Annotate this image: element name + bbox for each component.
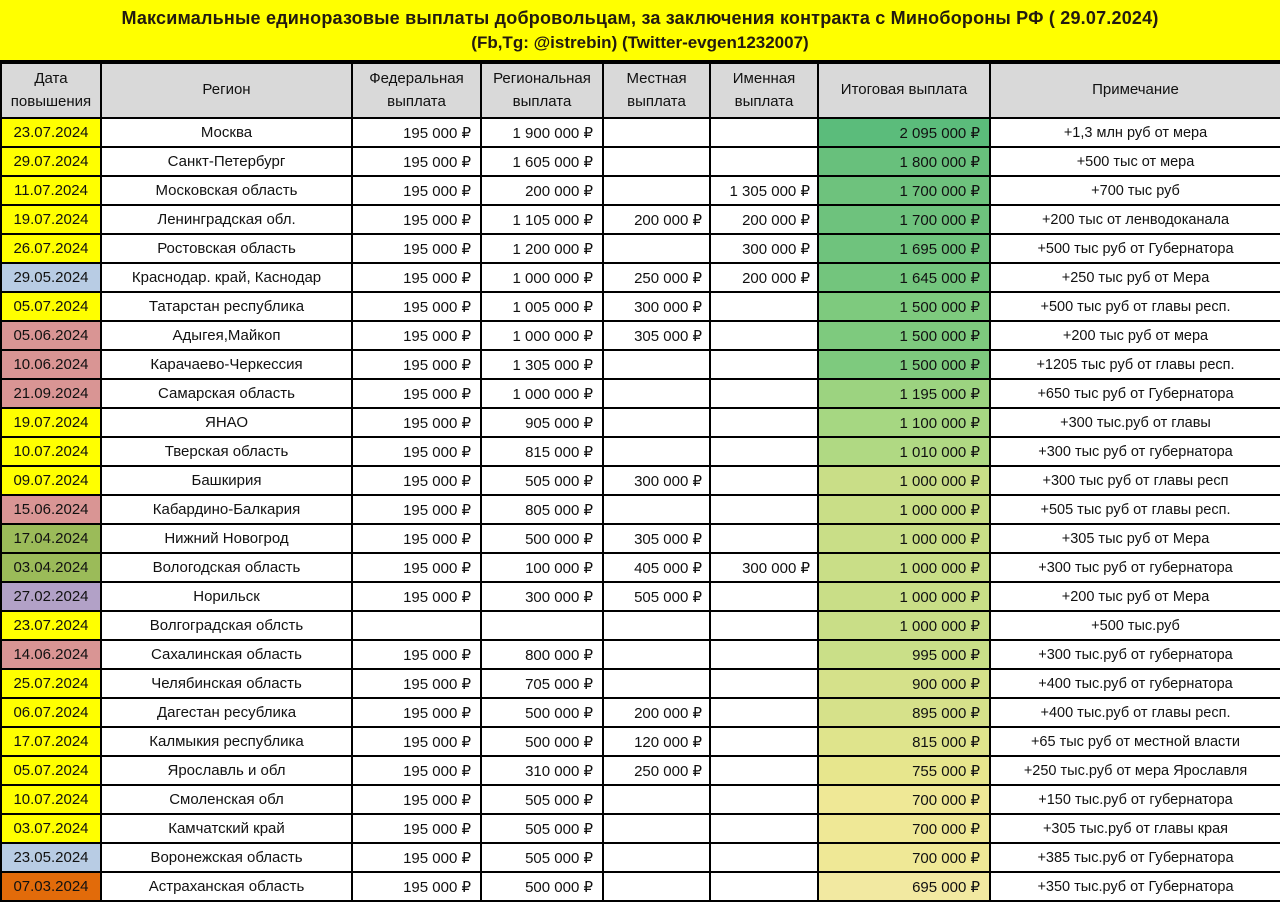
local-payment-cell: 305 000 ₽ <box>603 524 710 553</box>
table-row <box>1 466 1280 495</box>
total-payment-cell: 1 100 000 ₽ <box>818 408 990 437</box>
total-payment-cell: 1 000 000 ₽ <box>818 466 990 495</box>
region-cell: Карачаево-Черкессия <box>101 350 352 379</box>
total-payment-cell: 995 000 ₽ <box>818 640 990 669</box>
federal-payment-cell: 195 000 ₽ <box>352 640 481 669</box>
personal-payment-cell <box>710 292 818 321</box>
regional-payment-cell: 815 000 ₽ <box>481 437 603 466</box>
table-row <box>1 205 1280 234</box>
note-cell: +500 тыс от мера <box>990 147 1280 176</box>
total-payment-cell: 1 700 000 ₽ <box>818 176 990 205</box>
column-header: Регион <box>101 63 352 118</box>
region-cell: Московская область <box>101 176 352 205</box>
table-row <box>1 234 1280 263</box>
regional-payment-cell: 100 000 ₽ <box>481 553 603 582</box>
date-cell: 10.06.2024 <box>1 350 101 379</box>
federal-payment-cell: 195 000 ₽ <box>352 785 481 814</box>
date-cell: 05.06.2024 <box>1 321 101 350</box>
federal-payment-cell: 195 000 ₽ <box>352 466 481 495</box>
date-cell: 23.05.2024 <box>1 843 101 872</box>
table-row <box>1 698 1280 727</box>
regional-payment-cell: 310 000 ₽ <box>481 756 603 785</box>
regional-payment-cell: 500 000 ₽ <box>481 727 603 756</box>
note-cell: +400 тыс.руб от губернатора <box>990 669 1280 698</box>
region-cell: ЯНАО <box>101 408 352 437</box>
personal-payment-cell <box>710 379 818 408</box>
date-cell: 21.09.2024 <box>1 379 101 408</box>
note-cell: +300 тыс руб от губернатора <box>990 553 1280 582</box>
federal-payment-cell <box>352 611 481 640</box>
region-cell: Астраханская область <box>101 872 352 901</box>
total-payment-cell: 1 010 000 ₽ <box>818 437 990 466</box>
regional-payment-cell: 1 000 000 ₽ <box>481 321 603 350</box>
table-row <box>1 785 1280 814</box>
total-payment-cell: 895 000 ₽ <box>818 698 990 727</box>
local-payment-cell <box>603 843 710 872</box>
note-cell: +500 тыс.руб <box>990 611 1280 640</box>
column-header: Дата повышения <box>1 63 101 118</box>
personal-payment-cell <box>710 843 818 872</box>
personal-payment-cell: 200 000 ₽ <box>710 263 818 292</box>
personal-payment-cell <box>710 466 818 495</box>
table-row <box>1 350 1280 379</box>
total-payment-cell: 1 195 000 ₽ <box>818 379 990 408</box>
region-cell: Воронежская область <box>101 843 352 872</box>
date-cell: 07.03.2024 <box>1 872 101 901</box>
date-cell: 26.07.2024 <box>1 234 101 263</box>
local-payment-cell <box>603 437 710 466</box>
date-cell: 10.07.2024 <box>1 785 101 814</box>
payments-table <box>0 62 1280 902</box>
total-payment-cell: 1 000 000 ₽ <box>818 553 990 582</box>
total-payment-cell: 695 000 ₽ <box>818 872 990 901</box>
date-cell: 03.07.2024 <box>1 814 101 843</box>
federal-payment-cell: 195 000 ₽ <box>352 408 481 437</box>
region-cell: Башкирия <box>101 466 352 495</box>
local-payment-cell <box>603 669 710 698</box>
personal-payment-cell <box>710 408 818 437</box>
note-cell: +500 тыс руб от Губернатора <box>990 234 1280 263</box>
note-cell: +305 тыс руб от Мера <box>990 524 1280 553</box>
local-payment-cell: 305 000 ₽ <box>603 321 710 350</box>
page-title: Максимальные единоразовые выплаты добровольцам, за заключения контракта с Минобороны РФ ( 29.07.2024) <box>121 7 1159 28</box>
table-row <box>1 437 1280 466</box>
local-payment-cell: 200 000 ₽ <box>603 205 710 234</box>
local-payment-cell <box>603 147 710 176</box>
region-cell: Ярославль и обл <box>101 756 352 785</box>
local-payment-cell: 250 000 ₽ <box>603 756 710 785</box>
personal-payment-cell <box>710 495 818 524</box>
regional-payment-cell: 505 000 ₽ <box>481 814 603 843</box>
local-payment-cell <box>603 640 710 669</box>
local-payment-cell <box>603 379 710 408</box>
personal-payment-cell <box>710 350 818 379</box>
federal-payment-cell: 195 000 ₽ <box>352 437 481 466</box>
regional-payment-cell: 200 000 ₽ <box>481 176 603 205</box>
regional-payment-cell: 500 000 ₽ <box>481 698 603 727</box>
federal-payment-cell: 195 000 ₽ <box>352 495 481 524</box>
total-payment-cell: 1 645 000 ₽ <box>818 263 990 292</box>
region-cell: Калмыкия республика <box>101 727 352 756</box>
table-body <box>1 118 1280 902</box>
total-payment-cell: 755 000 ₽ <box>818 756 990 785</box>
regional-payment-cell: 1 605 000 ₽ <box>481 147 603 176</box>
regional-payment-cell: 1 000 000 ₽ <box>481 263 603 292</box>
note-cell: +250 тыс.руб от мера Ярославля <box>990 756 1280 785</box>
regional-payment-cell: 300 000 ₽ <box>481 582 603 611</box>
table-header <box>1 63 1280 118</box>
local-payment-cell <box>603 118 710 147</box>
column-header: Итоговая выплата <box>818 63 990 118</box>
date-cell: 25.07.2024 <box>1 669 101 698</box>
table-row <box>1 582 1280 611</box>
date-cell: 10.07.2024 <box>1 437 101 466</box>
note-cell: +500 тыс руб от главы респ. <box>990 292 1280 321</box>
federal-payment-cell: 195 000 ₽ <box>352 292 481 321</box>
note-cell: +650 тыс руб от Губернатора <box>990 379 1280 408</box>
total-payment-cell: 815 000 ₽ <box>818 727 990 756</box>
table-row <box>1 756 1280 785</box>
local-payment-cell <box>603 872 710 901</box>
federal-payment-cell: 195 000 ₽ <box>352 350 481 379</box>
regional-payment-cell: 1 200 000 ₽ <box>481 234 603 263</box>
local-payment-cell <box>603 234 710 263</box>
federal-payment-cell: 195 000 ₽ <box>352 379 481 408</box>
date-cell: 29.07.2024 <box>1 147 101 176</box>
regional-payment-cell: 505 000 ₽ <box>481 843 603 872</box>
table-row <box>1 118 1280 147</box>
federal-payment-cell: 195 000 ₽ <box>352 263 481 292</box>
federal-payment-cell: 195 000 ₽ <box>352 814 481 843</box>
table-row <box>1 611 1280 640</box>
table-row <box>1 495 1280 524</box>
total-payment-cell: 900 000 ₽ <box>818 669 990 698</box>
column-header: Примечание <box>990 63 1280 118</box>
region-cell: Ленинградская обл. <box>101 205 352 234</box>
federal-payment-cell: 195 000 ₽ <box>352 727 481 756</box>
regional-payment-cell: 805 000 ₽ <box>481 495 603 524</box>
date-cell: 23.07.2024 <box>1 118 101 147</box>
header-row <box>1 63 1280 118</box>
note-cell: +350 тыс.руб от Губернатора <box>990 872 1280 901</box>
local-payment-cell: 200 000 ₽ <box>603 698 710 727</box>
region-cell: Адыгея,Майкоп <box>101 321 352 350</box>
table-row <box>1 176 1280 205</box>
federal-payment-cell: 195 000 ₽ <box>352 118 481 147</box>
personal-payment-cell <box>710 118 818 147</box>
personal-payment-cell <box>710 698 818 727</box>
table-row <box>1 814 1280 843</box>
federal-payment-cell: 195 000 ₽ <box>352 553 481 582</box>
region-cell: Волгоградская облсть <box>101 611 352 640</box>
date-cell: 05.07.2024 <box>1 756 101 785</box>
personal-payment-cell <box>710 321 818 350</box>
region-cell: Сахалинская область <box>101 640 352 669</box>
personal-payment-cell <box>710 727 818 756</box>
table-row <box>1 292 1280 321</box>
local-payment-cell <box>603 814 710 843</box>
date-cell: 05.07.2024 <box>1 292 101 321</box>
table-row <box>1 843 1280 872</box>
federal-payment-cell: 195 000 ₽ <box>352 205 481 234</box>
local-payment-cell <box>603 350 710 379</box>
local-payment-cell <box>603 611 710 640</box>
note-cell: +150 тыс.руб от губернатора <box>990 785 1280 814</box>
region-cell: Краснодар. край, Каснодар <box>101 263 352 292</box>
note-cell: +200 тыс руб от Мера <box>990 582 1280 611</box>
regional-payment-cell: 800 000 ₽ <box>481 640 603 669</box>
note-cell: +200 тыс от ленводоканала <box>990 205 1280 234</box>
personal-payment-cell: 300 000 ₽ <box>710 553 818 582</box>
total-payment-cell: 1 500 000 ₽ <box>818 350 990 379</box>
date-cell: 17.07.2024 <box>1 727 101 756</box>
personal-payment-cell <box>710 756 818 785</box>
region-cell: Москва <box>101 118 352 147</box>
date-cell: 19.07.2024 <box>1 205 101 234</box>
personal-payment-cell <box>710 611 818 640</box>
personal-payment-cell: 200 000 ₽ <box>710 205 818 234</box>
federal-payment-cell: 195 000 ₽ <box>352 582 481 611</box>
local-payment-cell: 300 000 ₽ <box>603 466 710 495</box>
region-cell: Норильск <box>101 582 352 611</box>
note-cell: +305 тыс.руб от главы края <box>990 814 1280 843</box>
total-payment-cell: 1 800 000 ₽ <box>818 147 990 176</box>
federal-payment-cell: 195 000 ₽ <box>352 756 481 785</box>
table-row <box>1 872 1280 901</box>
table-row <box>1 408 1280 437</box>
table-row <box>1 379 1280 408</box>
regional-payment-cell <box>481 611 603 640</box>
note-cell: +1205 тыс руб от главы респ. <box>990 350 1280 379</box>
personal-payment-cell: 300 000 ₽ <box>710 234 818 263</box>
title-banner <box>0 0 1280 62</box>
personal-payment-cell: 1 305 000 ₽ <box>710 176 818 205</box>
date-cell: 27.02.2024 <box>1 582 101 611</box>
table-row <box>1 727 1280 756</box>
table-row <box>1 147 1280 176</box>
regional-payment-cell: 1 900 000 ₽ <box>481 118 603 147</box>
local-payment-cell: 250 000 ₽ <box>603 263 710 292</box>
regional-payment-cell: 905 000 ₽ <box>481 408 603 437</box>
table-row <box>1 263 1280 292</box>
total-payment-cell: 2 095 000 ₽ <box>818 118 990 147</box>
note-cell: +65 тыс руб от местной власти <box>990 727 1280 756</box>
total-payment-cell: 1 700 000 ₽ <box>818 205 990 234</box>
regional-payment-cell: 1 005 000 ₽ <box>481 292 603 321</box>
region-cell: Смоленская обл <box>101 785 352 814</box>
personal-payment-cell <box>710 872 818 901</box>
column-header: Местная выплата <box>603 63 710 118</box>
personal-payment-cell <box>710 669 818 698</box>
total-payment-cell: 1 500 000 ₽ <box>818 321 990 350</box>
region-cell: Вологодская область <box>101 553 352 582</box>
regional-payment-cell: 705 000 ₽ <box>481 669 603 698</box>
date-cell: 09.07.2024 <box>1 466 101 495</box>
date-cell: 11.07.2024 <box>1 176 101 205</box>
personal-payment-cell <box>710 582 818 611</box>
date-cell: 17.04.2024 <box>1 524 101 553</box>
table-row <box>1 669 1280 698</box>
federal-payment-cell: 195 000 ₽ <box>352 234 481 263</box>
date-cell: 06.07.2024 <box>1 698 101 727</box>
note-cell: +505 тыс руб от главы респ. <box>990 495 1280 524</box>
note-cell: +300 тыс.руб от губернатора <box>990 640 1280 669</box>
region-cell: Тверская область <box>101 437 352 466</box>
regional-payment-cell: 505 000 ₽ <box>481 466 603 495</box>
federal-payment-cell: 195 000 ₽ <box>352 843 481 872</box>
note-cell: +1,3 млн руб от мера <box>990 118 1280 147</box>
regional-payment-cell: 1 105 000 ₽ <box>481 205 603 234</box>
date-cell: 03.04.2024 <box>1 553 101 582</box>
table-row <box>1 321 1280 350</box>
total-payment-cell: 1 000 000 ₽ <box>818 495 990 524</box>
federal-payment-cell: 195 000 ₽ <box>352 176 481 205</box>
date-cell: 15.06.2024 <box>1 495 101 524</box>
table-row <box>1 553 1280 582</box>
personal-payment-cell <box>710 437 818 466</box>
region-cell: Челябинская область <box>101 669 352 698</box>
region-cell: Татарстан республика <box>101 292 352 321</box>
note-cell: +300 тыс.руб от главы <box>990 408 1280 437</box>
note-cell: +700 тыс руб <box>990 176 1280 205</box>
table-row <box>1 640 1280 669</box>
personal-payment-cell <box>710 640 818 669</box>
region-cell: Нижний Новогрод <box>101 524 352 553</box>
local-payment-cell <box>603 785 710 814</box>
date-cell: 23.07.2024 <box>1 611 101 640</box>
date-cell: 29.05.2024 <box>1 263 101 292</box>
federal-payment-cell: 195 000 ₽ <box>352 321 481 350</box>
federal-payment-cell: 195 000 ₽ <box>352 669 481 698</box>
regional-payment-cell: 505 000 ₽ <box>481 785 603 814</box>
note-cell: +300 тыс руб от губернатора <box>990 437 1280 466</box>
date-cell: 14.06.2024 <box>1 640 101 669</box>
total-payment-cell: 700 000 ₽ <box>818 843 990 872</box>
personal-payment-cell <box>710 147 818 176</box>
page-subtitle: (Fb,Tg: @istrebin) (Twitter-evgen1232007) <box>471 32 809 52</box>
regional-payment-cell: 500 000 ₽ <box>481 524 603 553</box>
note-cell: +400 тыс.руб от главы респ. <box>990 698 1280 727</box>
note-cell: +200 тыс руб от мера <box>990 321 1280 350</box>
note-cell: +300 тыс руб от главы респ <box>990 466 1280 495</box>
local-payment-cell: 300 000 ₽ <box>603 292 710 321</box>
personal-payment-cell <box>710 785 818 814</box>
note-cell: +385 тыс.руб от Губернатора <box>990 843 1280 872</box>
total-payment-cell: 1 500 000 ₽ <box>818 292 990 321</box>
total-payment-cell: 700 000 ₽ <box>818 785 990 814</box>
column-header: Именная выплата <box>710 63 818 118</box>
regional-payment-cell: 1 305 000 ₽ <box>481 350 603 379</box>
date-cell: 19.07.2024 <box>1 408 101 437</box>
regional-payment-cell: 500 000 ₽ <box>481 872 603 901</box>
federal-payment-cell: 195 000 ₽ <box>352 524 481 553</box>
region-cell: Санкт-Петербург <box>101 147 352 176</box>
local-payment-cell: 120 000 ₽ <box>603 727 710 756</box>
local-payment-cell: 505 000 ₽ <box>603 582 710 611</box>
regional-payment-cell: 1 000 000 ₽ <box>481 379 603 408</box>
federal-payment-cell: 195 000 ₽ <box>352 147 481 176</box>
personal-payment-cell <box>710 814 818 843</box>
total-payment-cell: 1 000 000 ₽ <box>818 582 990 611</box>
total-payment-cell: 1 000 000 ₽ <box>818 611 990 640</box>
region-cell: Самарская область <box>101 379 352 408</box>
local-payment-cell <box>603 176 710 205</box>
federal-payment-cell: 195 000 ₽ <box>352 872 481 901</box>
local-payment-cell <box>603 408 710 437</box>
region-cell: Камчатский край <box>101 814 352 843</box>
total-payment-cell: 700 000 ₽ <box>818 814 990 843</box>
total-payment-cell: 1 695 000 ₽ <box>818 234 990 263</box>
total-payment-cell: 1 000 000 ₽ <box>818 524 990 553</box>
table-row <box>1 524 1280 553</box>
region-cell: Кабардино-Балкария <box>101 495 352 524</box>
region-cell: Дагестан ресублика <box>101 698 352 727</box>
column-header: Федеральная выплата <box>352 63 481 118</box>
region-cell: Ростовская область <box>101 234 352 263</box>
personal-payment-cell <box>710 524 818 553</box>
note-cell: +250 тыс руб от Мера <box>990 263 1280 292</box>
federal-payment-cell: 195 000 ₽ <box>352 698 481 727</box>
local-payment-cell: 405 000 ₽ <box>603 553 710 582</box>
local-payment-cell <box>603 495 710 524</box>
column-header: Региональная выплата <box>481 63 603 118</box>
